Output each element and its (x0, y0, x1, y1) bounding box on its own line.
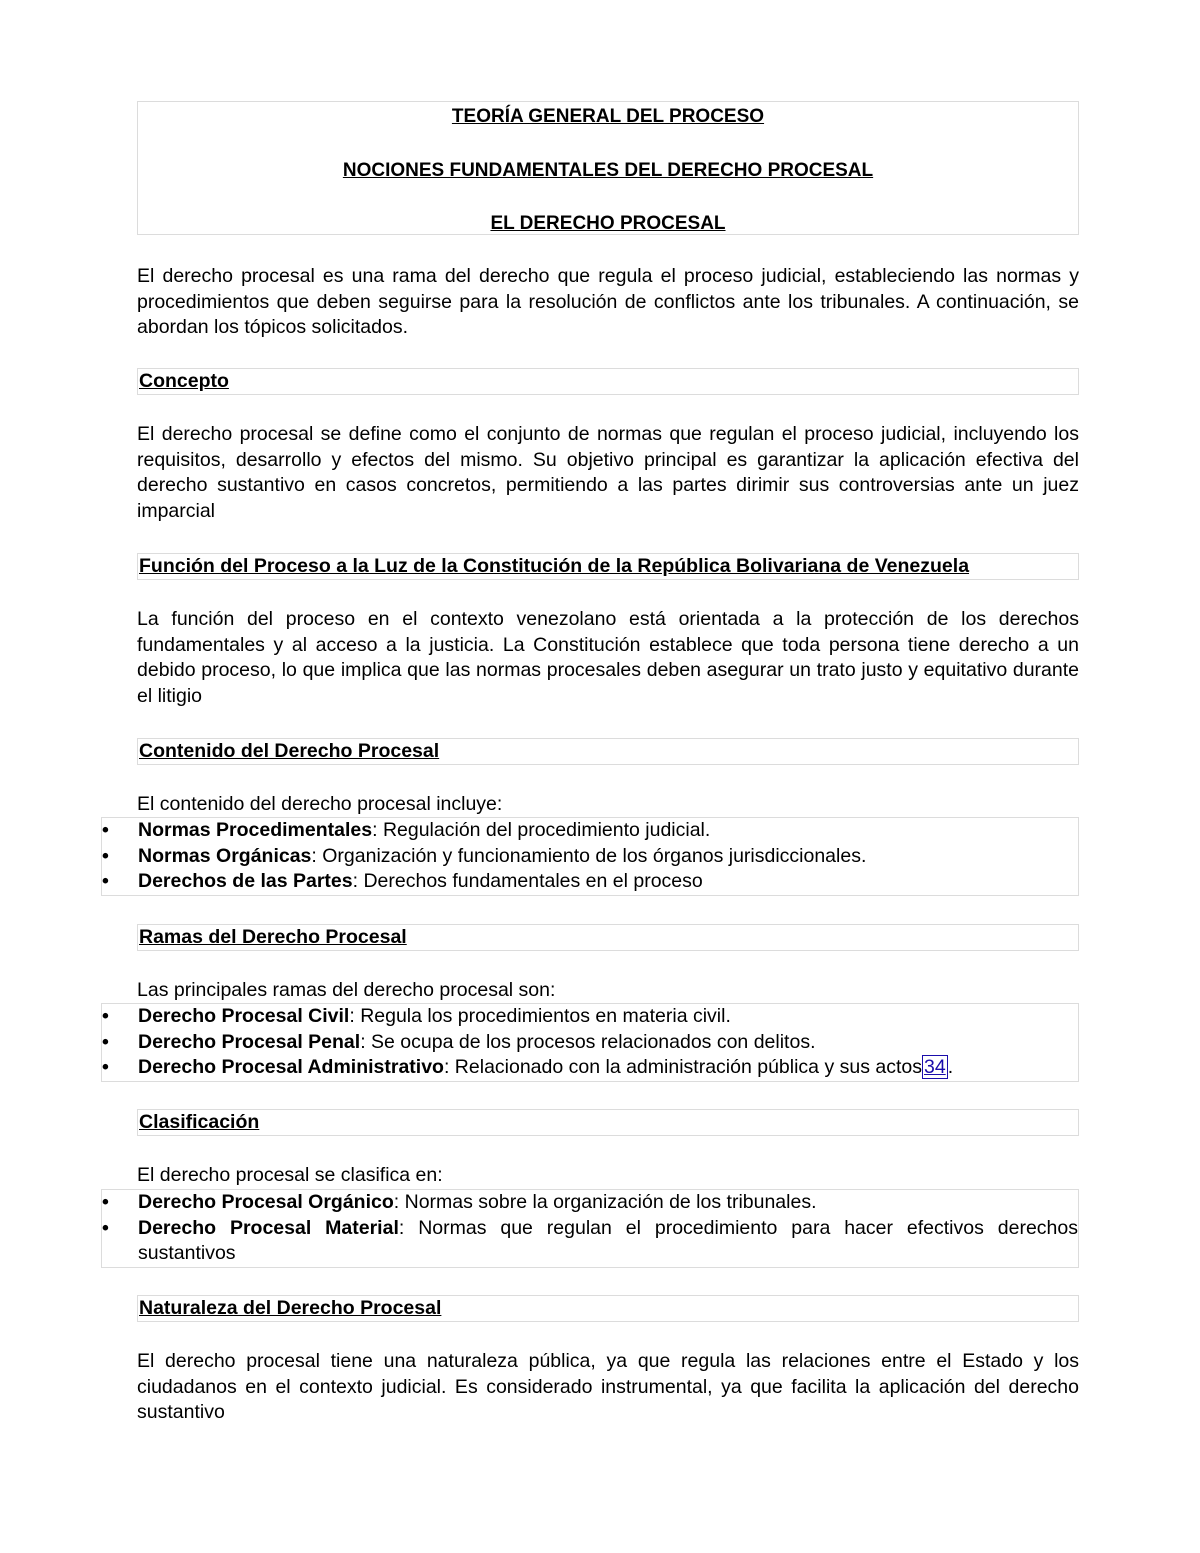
heading-contenido: Contenido del Derecho Procesal (137, 738, 1079, 765)
main-title: TEORÍA GENERAL DEL PROCESO (451, 106, 765, 127)
naturaleza-paragraph: El derecho procesal tiene una naturaleza pública, ya que regula las relaciones entre el Estado y los ciudadanos en el contexto judicial. Es considerado instrumental, ya que facilita la aplicación del derecho sustantivo (137, 1350, 1079, 1424)
heading-funcion: Función del Proceso a la Luz de la Constitución de la República Bolivariana de Venezuela (137, 553, 1079, 580)
heading-clasificacion: Clasificación (137, 1109, 1079, 1136)
list-item: • Derecho Procesal Penal: Se ocupa de los procesos relacionados con delitos. (102, 1030, 1078, 1056)
list-item: • Derecho Procesal Civil: Regula los procedimientos en materia civil. (102, 1004, 1078, 1030)
clasificacion-list (101, 1189, 1079, 1268)
list-item: • Derechos de las Partes: Derechos fundamentales en el proceso (102, 869, 1078, 895)
intro-paragraph: El derecho procesal es una rama del derecho que regula el proceso judicial, estableciendo las normas y procedimientos que deben seguirse para la resolución de conflictos ante los tribunales. A continuación, se abordan los tópicos solicitados. (137, 265, 1079, 339)
subtitle: NOCIONES FUNDAMENTALES DEL DERECHO PROCESAL (342, 160, 874, 181)
clasificacion-intro: El derecho procesal se clasifica en: (137, 1164, 443, 1186)
concepto-paragraph: El derecho procesal se define como el conjunto de normas que regulan el proceso judicial, incluyendo los requisitos, desarrollo y efectos del mismo. Su objetivo principal es garantizar la aplicación efectiva del derecho sustantivo en casos concretos, permitiendo a las partes dirimir sus controversias ante un juez imparcial (137, 423, 1079, 522)
list-item: • Derecho Procesal Administrativo: Relacionado con la administración pública y sus actos 34 . (102, 1055, 1078, 1081)
title-block (137, 101, 1079, 235)
ramas-list (101, 1003, 1079, 1082)
reference-link[interactable]: 34 (923, 1056, 946, 1079)
heading-ramas: Ramas del Derecho Procesal (137, 924, 1079, 951)
list-item: • Derecho Procesal Material: Normas que regulan el procedimiento para hacer efectivos derechos sustantivos (102, 1216, 1078, 1267)
list-item: • Derecho Procesal Orgánico: Normas sobre la organización de los tribunales. (102, 1190, 1078, 1216)
contenido-intro: El contenido del derecho procesal incluye: (137, 793, 503, 815)
funcion-paragraph: La función del proceso en el contexto venezolano está orientada a la protección de los derechos fundamentales y al acceso a la justicia. La Constitución establece que toda persona tiene derecho a un debido proceso, lo que implica que las normas procesales deben asegurar un trato justo y equitativo durante el litigio (137, 608, 1079, 707)
section-title: EL DERECHO PROCESAL (490, 213, 726, 234)
list-item: • Normas Procedimentales: Regulación del procedimiento judicial. (102, 818, 1078, 844)
heading-concepto: Concepto (137, 368, 1079, 395)
heading-naturaleza: Naturaleza del Derecho Procesal (137, 1295, 1079, 1322)
contenido-list (101, 817, 1079, 896)
ramas-intro: Las principales ramas del derecho procesal son: (137, 979, 556, 1001)
list-item: • Normas Orgánicas: Organización y funcionamiento de los órganos jurisdiccionales. (102, 844, 1078, 870)
